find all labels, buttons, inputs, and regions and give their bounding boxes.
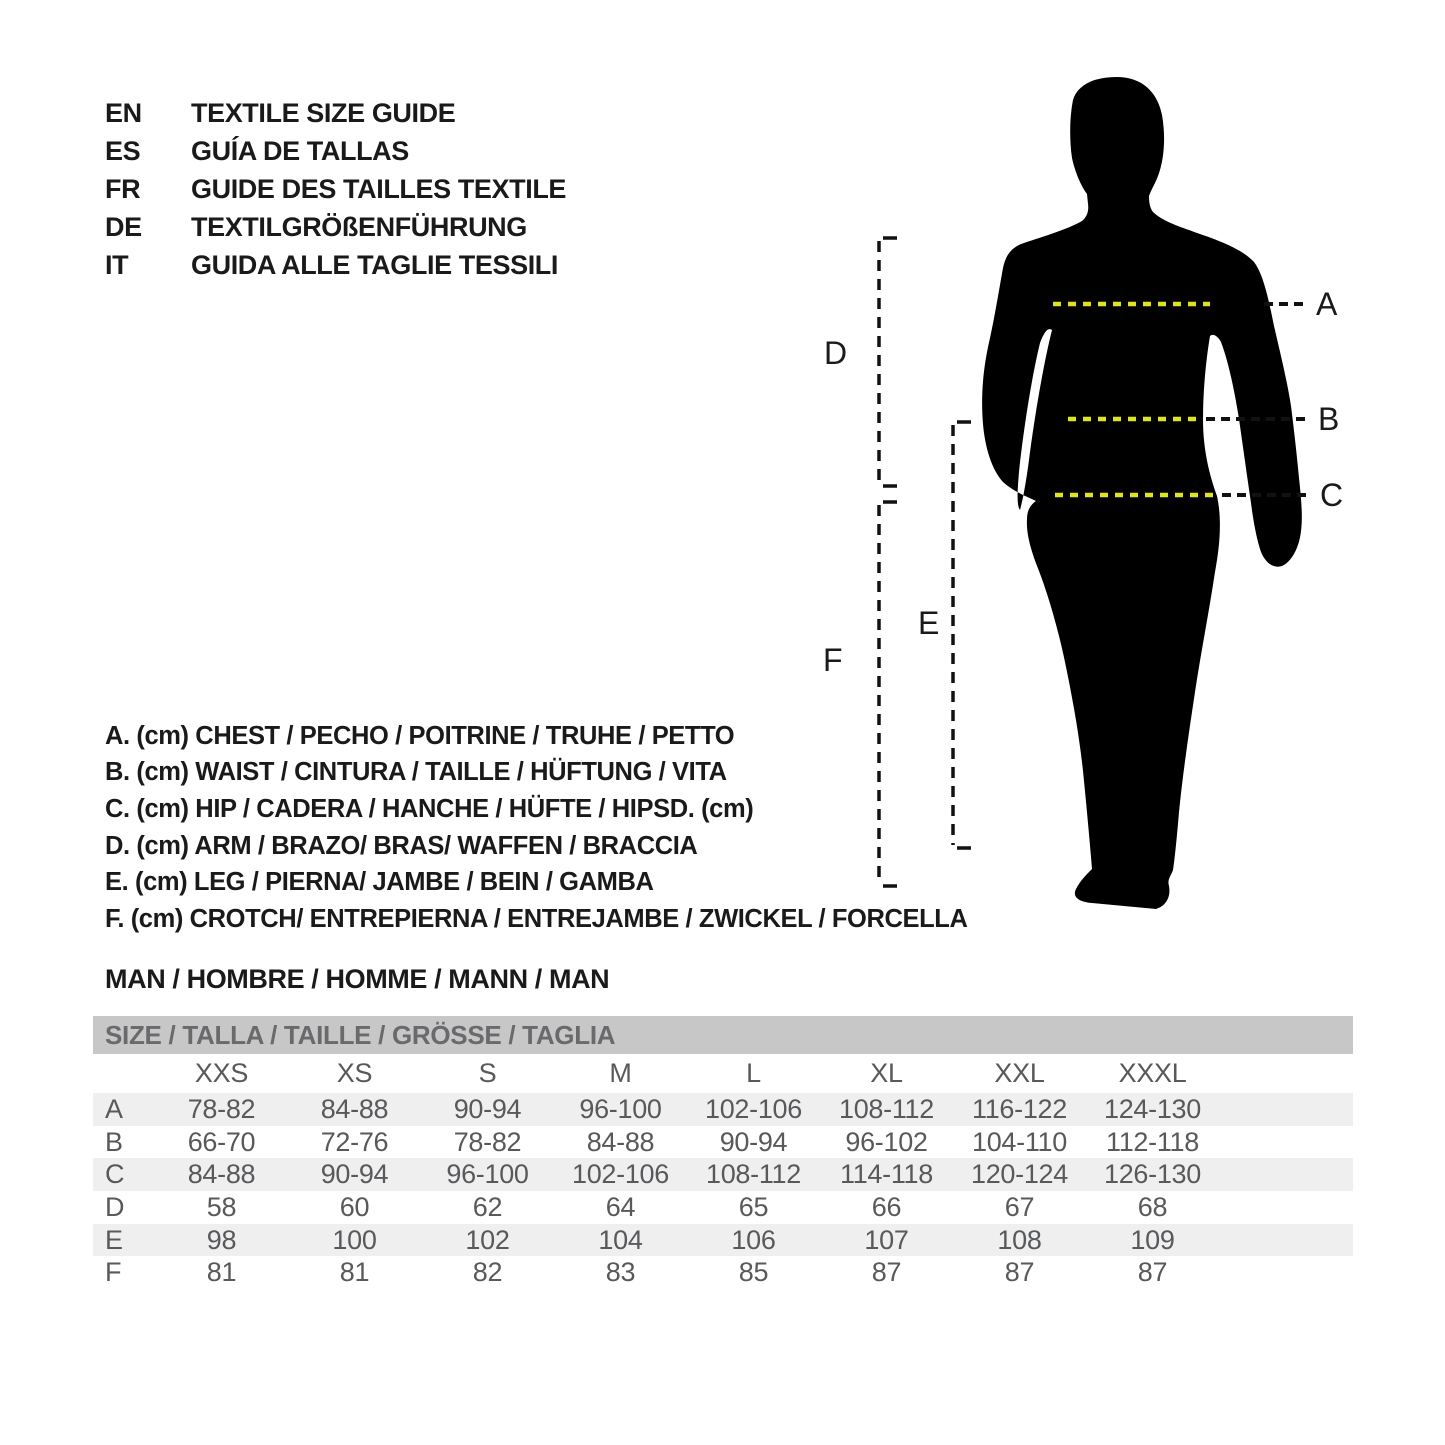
language-code: IT bbox=[105, 249, 129, 280]
language-row bbox=[105, 132, 566, 170]
row-label: A bbox=[105, 1093, 123, 1124]
language-row bbox=[105, 246, 566, 284]
table-cell: 78-82 bbox=[453, 1126, 522, 1157]
table-cell: 83 bbox=[605, 1257, 636, 1288]
column-header-xs: XS bbox=[336, 1058, 373, 1088]
table-cell: 112-118 bbox=[1106, 1126, 1199, 1157]
table-cell: 65 bbox=[738, 1191, 769, 1222]
table-cell: 66-70 bbox=[187, 1126, 256, 1157]
language-code: DE bbox=[105, 211, 142, 242]
table-row-e bbox=[93, 1224, 1353, 1257]
size-table bbox=[93, 1016, 1353, 1289]
column-header-xxxl: XXXL bbox=[1118, 1058, 1187, 1088]
label-waist-b: B bbox=[1318, 401, 1340, 437]
language-code: EN bbox=[105, 97, 142, 128]
table-cell: 85 bbox=[738, 1257, 769, 1288]
table-cell: 87 bbox=[1004, 1257, 1035, 1288]
table-cell: 109 bbox=[1130, 1224, 1175, 1255]
column-header-xxs: XXS bbox=[194, 1058, 249, 1088]
legend-chest: A. (cm) CHEST / PECHO / POITRINE / TRUHE / PETTO bbox=[105, 721, 735, 750]
table-cell: 102-106 bbox=[705, 1093, 802, 1124]
table-row-f bbox=[93, 1256, 1353, 1289]
table-cell: 96-102 bbox=[845, 1126, 928, 1157]
table-cell: 87 bbox=[871, 1257, 902, 1288]
language-title-block bbox=[105, 94, 566, 284]
size-column-header-row bbox=[93, 1054, 1353, 1093]
row-label: B bbox=[105, 1126, 123, 1157]
table-cell: 67 bbox=[1004, 1191, 1035, 1222]
row-label: C bbox=[105, 1159, 125, 1190]
gender-text: MAN / HOMBRE / HOMME / MANN / MAN bbox=[105, 963, 610, 994]
language-row bbox=[105, 94, 566, 132]
table-cell: 64 bbox=[605, 1191, 636, 1222]
legend-row bbox=[105, 718, 967, 755]
language-title: GUÍA DE TALLAS bbox=[191, 135, 409, 166]
table-cell: 126-130 bbox=[1104, 1159, 1201, 1190]
legend-row bbox=[105, 901, 967, 938]
table-cell: 84-88 bbox=[586, 1126, 655, 1157]
table-cell: 90-94 bbox=[719, 1126, 788, 1157]
table-cell: 104-110 bbox=[972, 1126, 1067, 1157]
column-header-xxl: XXL bbox=[994, 1058, 1045, 1088]
language-title: GUIDE DES TAILLES TEXTILE bbox=[191, 173, 567, 204]
language-title: GUIDA ALLE TAGLIE TESSILI bbox=[191, 249, 558, 280]
table-cell: 104 bbox=[598, 1224, 643, 1255]
language-code: FR bbox=[105, 173, 141, 204]
table-cell: 108-112 bbox=[839, 1093, 934, 1124]
table-cell: 100 bbox=[332, 1224, 377, 1255]
language-row bbox=[105, 208, 566, 246]
table-cell: 72-76 bbox=[320, 1126, 389, 1157]
row-label: E bbox=[105, 1224, 123, 1255]
row-label: F bbox=[105, 1257, 122, 1288]
table-cell: 108 bbox=[997, 1224, 1042, 1255]
measurement-legend bbox=[105, 718, 967, 938]
table-cell: 114-118 bbox=[840, 1159, 933, 1190]
table-cell: 102-106 bbox=[572, 1159, 669, 1190]
table-cell: 106 bbox=[731, 1224, 776, 1255]
label-chest-a: A bbox=[1316, 286, 1338, 322]
table-cell: 124-130 bbox=[1104, 1093, 1201, 1124]
table-cell: 84-88 bbox=[187, 1159, 256, 1190]
table-row-c bbox=[93, 1158, 1353, 1191]
column-header-l: L bbox=[746, 1058, 761, 1088]
table-cell: 62 bbox=[472, 1191, 503, 1222]
language-title: TEXTILGRÖßENFÜHRUNG bbox=[191, 211, 527, 242]
row-label: D bbox=[105, 1191, 125, 1222]
table-cell: 96-100 bbox=[579, 1093, 662, 1124]
legend-hip: C. (cm) HIP / CADERA / HANCHE / HÜFTE / HIPSD. (cm) bbox=[105, 794, 754, 823]
table-cell: 68 bbox=[1137, 1191, 1168, 1222]
table-cell: 78-82 bbox=[187, 1093, 256, 1124]
legend-leg: E. (cm) LEG / PIERNA/ JAMBE / BEIN / GAMBA bbox=[105, 868, 654, 897]
legend-row bbox=[105, 864, 967, 901]
language-row bbox=[105, 170, 566, 208]
label-arm-d: D bbox=[824, 335, 848, 371]
legend-row bbox=[105, 791, 967, 828]
language-title: TEXTILE SIZE GUIDE bbox=[191, 97, 456, 128]
table-cell: 82 bbox=[472, 1257, 503, 1288]
table-cell: 58 bbox=[206, 1191, 237, 1222]
table-cell: 90-94 bbox=[453, 1093, 522, 1124]
table-cell: 90-94 bbox=[320, 1159, 389, 1190]
table-cell: 108-112 bbox=[706, 1159, 801, 1190]
table-cell: 60 bbox=[339, 1191, 370, 1222]
table-cell: 66 bbox=[871, 1191, 902, 1222]
legend-row bbox=[105, 755, 967, 792]
table-cell: 116-122 bbox=[972, 1093, 1067, 1124]
label-leg-e: E bbox=[918, 605, 940, 641]
table-cell: 84-88 bbox=[320, 1093, 389, 1124]
column-header-xl: XL bbox=[870, 1058, 903, 1088]
legend-crotch: F. (cm) CROTCH/ ENTREPIERNA / ENTREJAMBE / ZWICKEL / FORCELLA bbox=[105, 904, 968, 933]
legend-row bbox=[105, 828, 967, 865]
table-cell: 81 bbox=[339, 1257, 370, 1288]
table-cell: 107 bbox=[864, 1224, 909, 1255]
table-row-a bbox=[93, 1093, 1353, 1126]
table-row-d bbox=[93, 1191, 1353, 1224]
language-code: ES bbox=[105, 135, 141, 166]
legend-arm: D. (cm) ARM / BRAZO/ BRAS/ WAFFEN / BRACCIA bbox=[105, 831, 698, 860]
gender-line bbox=[105, 962, 609, 996]
table-cell: 81 bbox=[206, 1257, 237, 1288]
size-table-title: SIZE / TALLA / TAILLE / GRÖSSE / TAGLIA bbox=[105, 1019, 616, 1050]
column-header-s: S bbox=[478, 1058, 497, 1088]
label-hip-c: C bbox=[1320, 477, 1344, 513]
table-cell: 87 bbox=[1137, 1257, 1168, 1288]
column-header-m: M bbox=[609, 1058, 632, 1088]
size-table-header-bar bbox=[93, 1016, 1353, 1054]
table-row-b bbox=[93, 1126, 1353, 1159]
table-cell: 98 bbox=[206, 1224, 237, 1255]
table-cell: 102 bbox=[465, 1224, 510, 1255]
table-cell: 120-124 bbox=[971, 1159, 1068, 1190]
legend-waist: B. (cm) WAIST / CINTURA / TAILLE / HÜFTUNG / VITA bbox=[105, 758, 727, 787]
table-cell: 96-100 bbox=[446, 1159, 529, 1190]
label-crotch-f: F bbox=[823, 642, 843, 678]
